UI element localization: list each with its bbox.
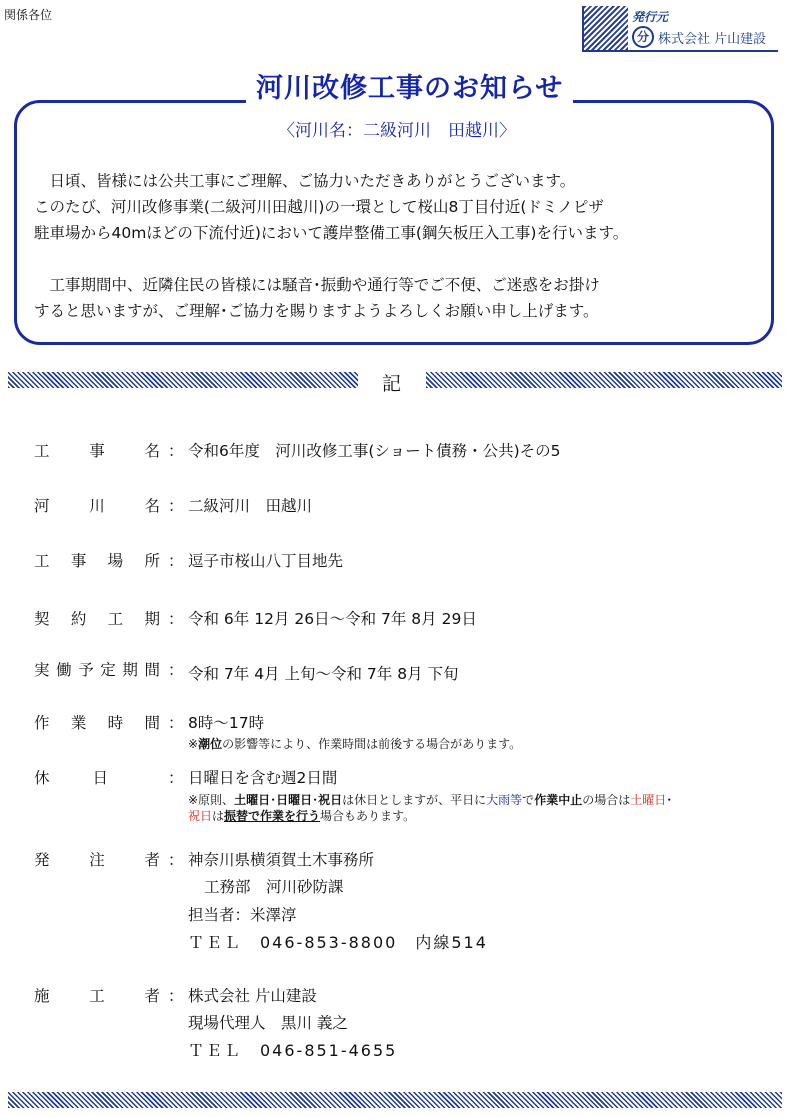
detail-label bbox=[34, 494, 160, 516]
note-text: の影響等により、作業時間は前後する場合があります。 bbox=[222, 737, 522, 751]
colon: ： bbox=[168, 769, 184, 787]
label-char: 働 bbox=[56, 661, 72, 679]
label-char: 名 bbox=[144, 497, 160, 515]
label-char: 施 bbox=[34, 987, 50, 1005]
label-char: 工 bbox=[89, 987, 105, 1005]
detail-label bbox=[34, 766, 108, 788]
note-text: 場合もあります。 bbox=[320, 809, 416, 823]
note-emphasis: 潮位 bbox=[198, 737, 223, 751]
colon: ： bbox=[168, 552, 184, 570]
contractor-company: 株式会社 片山建設 bbox=[188, 987, 317, 1005]
company-emblem-icon: 分 bbox=[632, 26, 654, 48]
hatched-divider-left bbox=[8, 372, 358, 388]
detail-label bbox=[34, 848, 160, 870]
label-char: 休 bbox=[34, 769, 50, 787]
logo-company-name: 株式会社 片山建設 bbox=[658, 32, 767, 47]
paragraph-line: このたび、河川改修事業(二級河川田越川)の一環として桜山8丁目付近(ドミノピザ bbox=[34, 198, 604, 216]
logo-hatch-graphic bbox=[584, 6, 628, 50]
label-char: 工 bbox=[34, 552, 50, 570]
label-char: 約 bbox=[70, 610, 87, 628]
client-office: 神奈川県横須賀土木事務所 bbox=[188, 851, 375, 869]
note-emphasis: 土曜日 bbox=[234, 793, 271, 807]
notice-body bbox=[34, 168, 754, 350]
notice-subtitle: 〈河川名：二級河川 田越川〉 bbox=[278, 121, 516, 141]
note-emphasis: 祝日 bbox=[318, 793, 343, 807]
label-char: 発 bbox=[34, 851, 50, 869]
contractor-site-agent: 現場代理人 黒川 義之 bbox=[188, 1014, 348, 1032]
label-char: 時 bbox=[107, 714, 124, 732]
label-char: 契 bbox=[34, 610, 50, 628]
detail-label bbox=[34, 711, 160, 733]
notice-paragraph-2 bbox=[34, 272, 754, 324]
location-value: 逗子市桜山八丁目地先 bbox=[188, 552, 344, 570]
colon: ： bbox=[168, 497, 184, 515]
client-phone: ＴＥＬ 046-853-8800 内線514 bbox=[188, 933, 488, 952]
detail-label bbox=[34, 439, 160, 461]
ki-heading: 記 bbox=[382, 373, 402, 395]
paragraph-line: 駐車場から40mほどの下流付近)において護岸整備工事(鋼矢板圧入工事)を行います。 bbox=[34, 224, 629, 242]
label-char: 者 bbox=[144, 987, 160, 1005]
note-prefix: ※ bbox=[188, 737, 199, 751]
heavy-rain-text: 大雨等 bbox=[486, 793, 523, 807]
detail-label bbox=[34, 549, 160, 571]
work-hours-value: 8時～17時 bbox=[188, 714, 265, 732]
label-char: 名 bbox=[144, 442, 160, 460]
holiday-text: 祝日 bbox=[188, 809, 213, 823]
label-char: 場 bbox=[107, 552, 124, 570]
note-text: ･ bbox=[666, 793, 673, 807]
label-char: 事 bbox=[70, 552, 87, 570]
colon: ： bbox=[168, 851, 184, 869]
client-contact: 担当者：米澤淳 bbox=[188, 906, 297, 924]
contractor-phone: ＴＥＬ 046-851-4655 bbox=[188, 1041, 398, 1060]
work-stop-text: 作業中止 bbox=[534, 793, 583, 807]
label-char: 所 bbox=[144, 552, 160, 570]
label-char: 間 bbox=[144, 714, 160, 732]
note-text: ･ bbox=[270, 793, 277, 807]
holidays-value: 日曜日を含む週2日間 bbox=[188, 769, 338, 787]
hatched-divider-bottom bbox=[8, 1092, 782, 1108]
paragraph-line: すると思いますが、ご理解･ご協力を賜りますようよろしくお願い申し上げます。 bbox=[34, 302, 599, 320]
note-text: で bbox=[522, 793, 535, 807]
client-department: 工務部 河川砂防課 bbox=[204, 878, 344, 896]
holidays-note bbox=[188, 792, 672, 824]
note-text: は休日としますが、平日に bbox=[342, 793, 487, 807]
label-char: 間 bbox=[144, 661, 160, 679]
colon: ： bbox=[168, 610, 184, 628]
detail-label bbox=[34, 658, 160, 680]
hatched-divider-right bbox=[426, 372, 782, 388]
label-char: 河 bbox=[34, 497, 50, 515]
saturday-text: 土曜日 bbox=[630, 793, 667, 807]
label-char: 期 bbox=[144, 610, 160, 628]
label-char: 業 bbox=[70, 714, 87, 732]
substitute-work-text: 振替で作業を行う bbox=[224, 809, 321, 823]
paragraph-line: 工事期間中、近隣住民の皆様には騒音･振動や通行等でご不便、ご迷惑をお掛け bbox=[34, 276, 600, 294]
detail-label bbox=[34, 984, 160, 1006]
paragraph-line: 日頃、皆様には公共工事にご理解、ご協力いただきありがとうございます。 bbox=[34, 172, 576, 190]
notice-title: 河川改修工事のお知らせ bbox=[246, 66, 573, 105]
label-char: 日 bbox=[92, 769, 108, 787]
label-char: 定 bbox=[100, 661, 116, 679]
label-char: 者 bbox=[144, 851, 160, 869]
label-char: 工 bbox=[107, 610, 124, 628]
work-name-value: 令和6年度 河川改修工事(ショート債務・公共)その5 bbox=[188, 442, 561, 460]
colon: ： bbox=[168, 987, 184, 1005]
colon: ： bbox=[168, 714, 184, 732]
logo-issuer-label: 発行元 bbox=[632, 10, 669, 24]
detail-label bbox=[34, 607, 160, 629]
label-char: 事 bbox=[89, 442, 105, 460]
label-char: 期 bbox=[122, 661, 138, 679]
label-char: 川 bbox=[89, 497, 105, 515]
colon: ： bbox=[168, 442, 184, 460]
note-text: ･ bbox=[312, 793, 319, 807]
label-char: 作 bbox=[34, 714, 50, 732]
work-hours-note bbox=[188, 736, 521, 752]
work-period-value: 令和 7年 4月 上旬～令和 7年 8月 下旬 bbox=[188, 665, 459, 683]
addressee: 関係各位 bbox=[4, 8, 53, 22]
contract-period-value: 令和 6年 12月 26日～令和 7年 8月 29日 bbox=[188, 610, 477, 628]
label-char: 実 bbox=[34, 661, 50, 679]
note-text: ※原則、 bbox=[188, 793, 235, 807]
note-text: の場合は bbox=[582, 793, 631, 807]
note-text: は bbox=[212, 809, 225, 823]
note-emphasis: 日曜日 bbox=[276, 793, 313, 807]
river-name-value: 二級河川 田越川 bbox=[188, 497, 313, 515]
label-char: 工 bbox=[34, 442, 50, 460]
colon: ： bbox=[168, 661, 184, 679]
notice-paragraph-1 bbox=[34, 168, 754, 246]
label-char: 予 bbox=[78, 661, 94, 679]
company-logo bbox=[582, 6, 778, 52]
label-char: 注 bbox=[89, 851, 105, 869]
